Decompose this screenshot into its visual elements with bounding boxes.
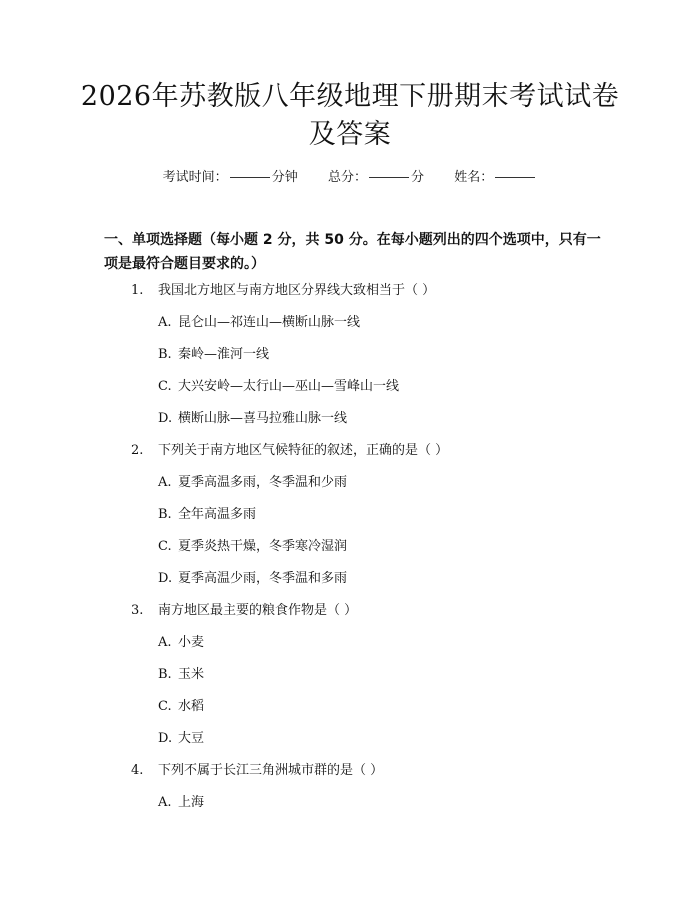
option-1c: C. 大兴安岭—太行山—巫山—雪峰山一线 bbox=[158, 379, 400, 394]
score-label: 总分： bbox=[327, 170, 367, 185]
option-2d: D. 夏季高温少雨，冬季温和多雨 bbox=[158, 571, 348, 586]
name-label: 姓名： bbox=[454, 170, 494, 185]
question-2 bbox=[131, 441, 448, 461]
option-1d: D. 横断山脉—喜马拉雅山脉一线 bbox=[158, 411, 348, 426]
score-unit: 分 bbox=[411, 170, 425, 185]
page-title: 2026年苏教版八年级地理下册期末考试试卷及答案 bbox=[80, 81, 620, 150]
option-2b: B. 全年高温多雨 bbox=[158, 507, 257, 522]
question-text: 下列不属于长江三角洲城市群的是（ ） bbox=[158, 763, 384, 778]
question-number: 4. bbox=[131, 763, 144, 778]
option-1b: B. 秦岭—淮河一线 bbox=[158, 347, 270, 362]
question-text: 下列关于南方地区气候特征的叙述，正确的是（ ） bbox=[158, 443, 449, 458]
option-2c: C. 夏季炎热干燥，冬季寒冷湿润 bbox=[158, 539, 348, 554]
question-number: 1. bbox=[131, 283, 144, 298]
section-heading: 一、单项选择题（每小题 2 分，共 50 分。在每小题列出的四个选项中，只有一项是最符合题目要求的。） bbox=[104, 232, 601, 272]
option-3b: B. 玉米 bbox=[158, 667, 205, 682]
option-3a: A. 小麦 bbox=[158, 635, 205, 650]
option-2a: A. 夏季高温多雨，冬季温和少雨 bbox=[158, 475, 348, 490]
question-1 bbox=[131, 281, 435, 301]
time-unit: 分钟 bbox=[271, 170, 298, 185]
time-label: 考试时间： bbox=[162, 170, 228, 185]
option-1a: A. 昆仑山—祁连山—横断山脉一线 bbox=[158, 315, 361, 330]
question-number: 2. bbox=[131, 443, 144, 458]
option-3d: D. 大豆 bbox=[158, 731, 205, 746]
question-4 bbox=[131, 761, 383, 781]
score-blank bbox=[369, 177, 409, 178]
question-text: 南方地区最主要的粮食作物是（ ） bbox=[158, 603, 358, 618]
question-3 bbox=[131, 601, 357, 621]
option-3c: C. 水稻 bbox=[158, 699, 205, 714]
name-blank bbox=[495, 177, 535, 178]
option-4a: A. 上海 bbox=[158, 795, 205, 810]
time-blank bbox=[230, 177, 270, 178]
question-number: 3. bbox=[131, 603, 144, 618]
question-text: 我国北方地区与南方地区分界线大致相当于（ ） bbox=[158, 283, 436, 298]
exam-meta-line bbox=[0, 168, 700, 188]
